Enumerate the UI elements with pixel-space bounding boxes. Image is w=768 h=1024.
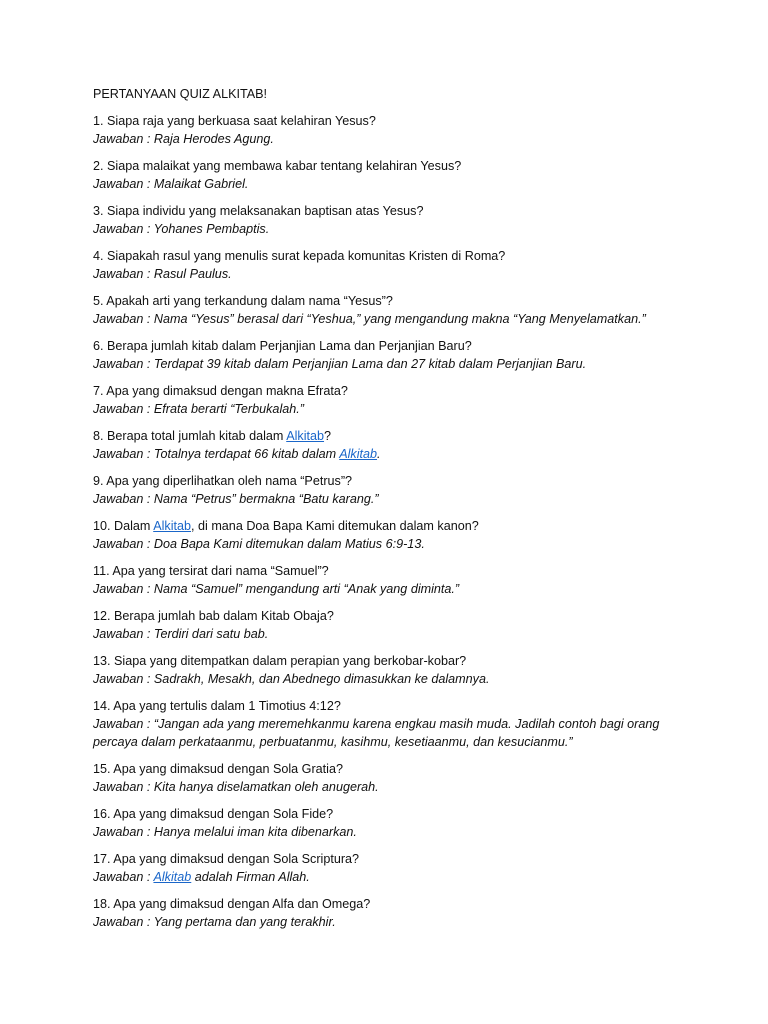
qa-item-2: [93, 157, 693, 193]
document-page: [93, 85, 693, 940]
answer-17-text-end: adalah Firman Allah.: [191, 870, 310, 884]
answer-15: Jawaban : Kita hanya diselamatkan oleh anugerah.: [93, 780, 379, 794]
question-3: 3. Siapa individu yang melaksanakan baptisan atas Yesus?: [93, 204, 424, 218]
qa-item-8: [93, 427, 693, 463]
answer-9: Jawaban : Nama “Petrus” bermakna “Batu karang.”: [93, 492, 379, 506]
answer-17: [93, 868, 693, 886]
answer-2: Jawaban : Malaikat Gabriel.: [93, 177, 249, 191]
qa-item-4: [93, 247, 693, 283]
question-8-text-end: ?: [324, 429, 332, 443]
qa-item-14: [93, 697, 693, 751]
answer-4: Jawaban : Rasul Paulus.: [93, 267, 232, 281]
qa-item-18: [93, 895, 693, 931]
question-10-text-end: , di mana Doa Bapa Kami ditemukan dalam kanon?: [191, 519, 479, 533]
answer-1: Jawaban : Raja Herodes Agung.: [93, 132, 274, 146]
question-2: 2. Siapa malaikat yang membawa kabar tentang kelahiran Yesus?: [93, 159, 462, 173]
answer-8-text-end: .: [377, 447, 381, 461]
document-title: PERTANYAAN QUIZ ALKITAB!: [93, 87, 268, 101]
question-11: 11. Apa yang tersirat dari nama “Samuel”?: [93, 564, 329, 578]
qa-item-11: [93, 562, 693, 598]
question-1: 1. Siapa raja yang berkuasa saat kelahiran Yesus?: [93, 114, 376, 128]
alkitab-link[interactable]: Alkitab: [286, 429, 325, 443]
alkitab-link[interactable]: Alkitab: [153, 870, 192, 884]
answer-5: Jawaban : Nama “Yesus” berasal dari “Yeshua,” yang mengandung makna “Yang Menyelamatkan.”: [93, 312, 646, 326]
question-15: 15. Apa yang dimaksud dengan Sola Gratia?: [93, 762, 343, 776]
question-6: 6. Berapa jumlah kitab dalam Perjanjian Lama dan Perjanjian Baru?: [93, 339, 472, 353]
question-12: 12. Berapa jumlah bab dalam Kitab Obaja?: [93, 609, 334, 623]
answer-11: Jawaban : Nama “Samuel” mengandung arti “Anak yang diminta.”: [93, 582, 460, 596]
answer-7: Jawaban : Efrata berarti “Terbukalah.”: [93, 402, 304, 416]
question-7: 7. Apa yang dimaksud dengan makna Efrata?: [93, 384, 348, 398]
qa-item-16: [93, 805, 693, 841]
question-5: 5. Apakah arti yang terkandung dalam nama “Yesus”?: [93, 294, 393, 308]
answer-16: Jawaban : Hanya melalui iman kita dibenarkan.: [93, 825, 357, 839]
answer-14: Jawaban : “Jangan ada yang meremehkanmu karena engkau masih muda. Jadilah contoh bagi orang percaya dalam perkataanmu, perbuatanmu, kasihmu, kesetiaanmu, dan kesucianmu.”: [93, 717, 660, 749]
answer-8: [93, 445, 693, 463]
qa-item-7: [93, 382, 693, 418]
qa-item-1: [93, 112, 693, 148]
qa-item-3: [93, 202, 693, 238]
qa-item-12: [93, 607, 693, 643]
question-16: 16. Apa yang dimaksud dengan Sola Fide?: [93, 807, 334, 821]
qa-item-13: [93, 652, 693, 688]
qa-item-6: [93, 337, 693, 373]
qa-item-5: [93, 292, 693, 328]
answer-8-text-start: Jawaban : Totalnya terdapat 66 kitab dalam: [93, 447, 340, 461]
answer-6: Jawaban : Terdapat 39 kitab dalam Perjanjian Lama dan 27 kitab dalam Perjanjian Baru.: [93, 357, 587, 371]
question-18: 18. Apa yang dimaksud dengan Alfa dan Omega?: [93, 897, 371, 911]
qa-item-10: [93, 517, 693, 553]
answer-3: Jawaban : Yohanes Pembaptis.: [93, 222, 270, 236]
answer-10: Jawaban : Doa Bapa Kami ditemukan dalam Matius 6:9-13.: [93, 537, 425, 551]
question-14: 14. Apa yang tertulis dalam 1 Timotius 4:12?: [93, 699, 341, 713]
question-4: 4. Siapakah rasul yang menulis surat kepada komunitas Kristen di Roma?: [93, 249, 506, 263]
question-9: 9. Apa yang diperlihatkan oleh nama “Petrus”?: [93, 474, 353, 488]
qa-item-17: [93, 850, 693, 886]
alkitab-link[interactable]: Alkitab: [339, 447, 378, 461]
answer-13: Jawaban : Sadrakh, Mesakh, dan Abednego dimasukkan ke dalamnya.: [93, 672, 490, 686]
answer-12: Jawaban : Terdiri dari satu bab.: [93, 627, 269, 641]
question-8-text-start: 8. Berapa total jumlah kitab dalam: [93, 429, 287, 443]
qa-item-15: [93, 760, 693, 796]
answer-18: Jawaban : Yang pertama dan yang terakhir.: [93, 915, 336, 929]
alkitab-link[interactable]: Alkitab: [153, 519, 192, 533]
qa-item-9: [93, 472, 693, 508]
question-10-text-start: 10. Dalam: [93, 519, 154, 533]
question-13: 13. Siapa yang ditempatkan dalam perapian yang berkobar-kobar?: [93, 654, 467, 668]
question-10: [93, 517, 693, 535]
question-17: 17. Apa yang dimaksud dengan Sola Scriptura?: [93, 852, 360, 866]
answer-17-text-start: Jawaban :: [93, 870, 154, 884]
question-8: [93, 427, 693, 445]
